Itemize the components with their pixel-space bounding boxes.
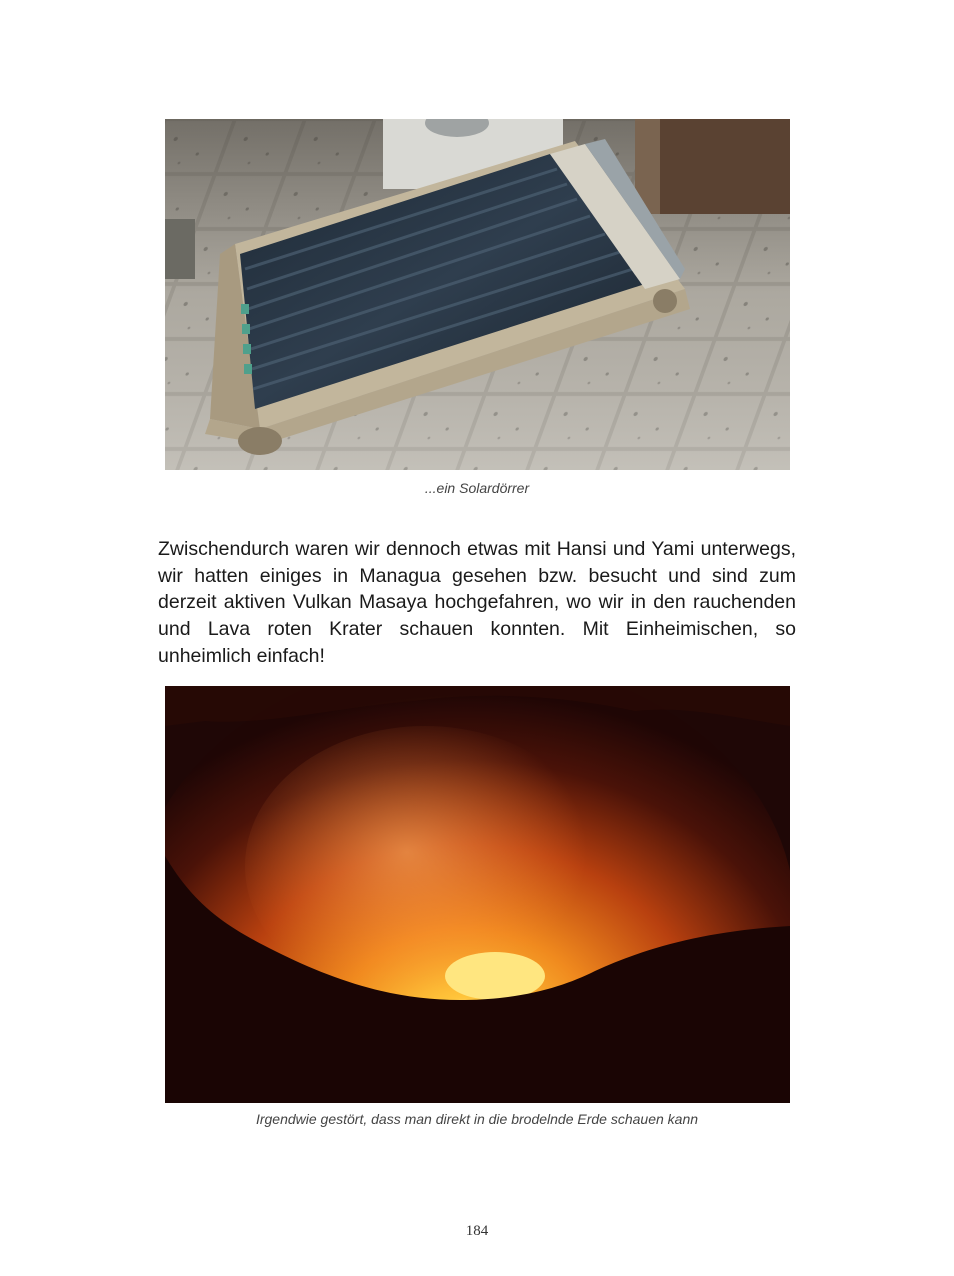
figure-caption-2: Irgendwie gestört, dass man direkt in die brodelnde Erde schauen kann	[255, 1111, 699, 1127]
page-number: 184	[465, 1223, 489, 1239]
solar-dryer-photo	[165, 119, 790, 470]
volcano-crater-photo	[165, 686, 790, 1103]
figure-caption-1: ...ein Solardörrer	[424, 480, 530, 496]
body-paragraph: Zwischendurch waren wir dennoch etwas mit Hansi und Yami unterwegs, wir hatten einiges in Managua gesehen bzw. besucht und sind zum derzeit aktiven Vulkan Masaya hochgefahren, wo wir in den rauchenden und Lava roten Krater schauen konnten. Mit Einheimischen, so unheimlich einfach!	[158, 538, 796, 667]
